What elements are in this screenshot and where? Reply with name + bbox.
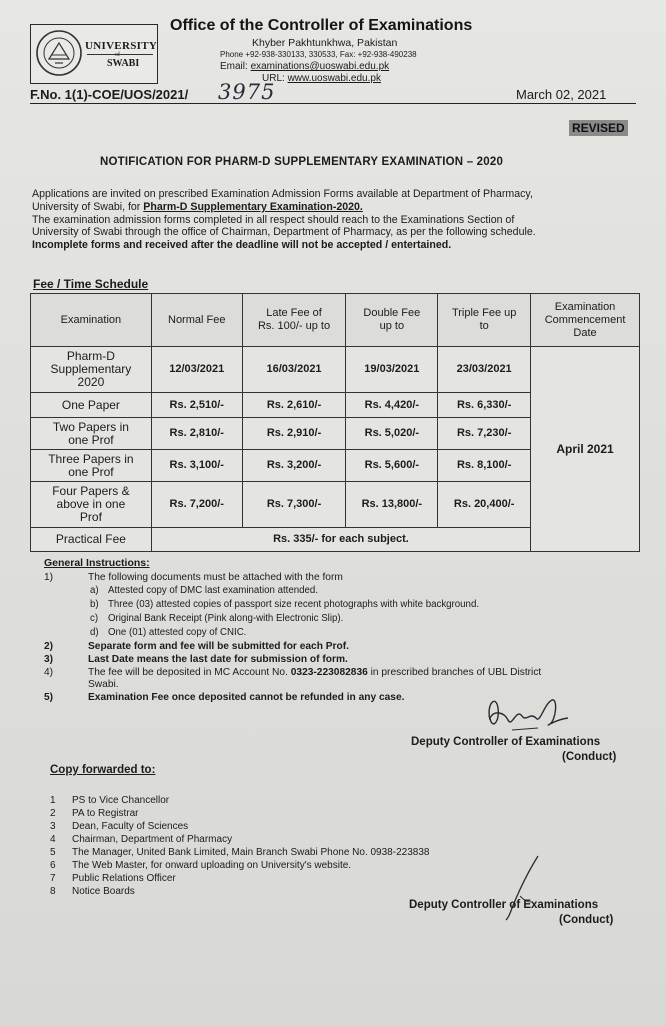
header-triple-fee: Triple Fee up to (438, 294, 531, 347)
signature-1 (482, 690, 574, 736)
revised-badge: REVISED (569, 120, 628, 136)
cell-late: Rs. 3,200/- (242, 450, 346, 482)
intro-paragraph (32, 188, 642, 252)
university-logo (30, 24, 158, 84)
list-item: The Manager, United Bank Limited, Main Branch Swabi Phone No. 0938-223838 (72, 847, 430, 858)
intro-line-1: Applications are invited on prescribed Examination Admission Forms available at Department of Pharmacy, (32, 188, 533, 200)
sub-item-key: d) (90, 627, 99, 638)
sub-item-key: c) (90, 613, 99, 624)
header-commencement-date: Examination Commencement Date (531, 294, 640, 347)
signatory-designation: Deputy Controller of Examinations (411, 736, 601, 748)
list-item: PS to Vice Chancellor (72, 795, 170, 806)
sub-item-text: Original Bank Receipt (Pink along-with Electronic Slip). (108, 613, 344, 624)
header-examination: Examination (31, 294, 152, 347)
instruction-text: Last Date means the last date for submission of form. (88, 654, 348, 665)
cell-double: Rs. 4,420/- (346, 393, 438, 418)
notification-date: March 02, 2021 (516, 87, 607, 102)
general-instructions-title: General Instructions: (44, 557, 150, 569)
website-link[interactable]: www.uoswabi.edu.pk (287, 73, 381, 84)
intro-line-5: Incomplete forms and received after the deadline will not be accepted / entertained. (32, 239, 452, 252)
header-double-fee: Double Fee up to (346, 294, 438, 347)
list-item-number: 6 (50, 860, 56, 871)
instruction-number: 1) (44, 572, 54, 583)
row-label: Two Papers in one Prof (31, 418, 152, 450)
intro-line-4: University of Swabi through the office of Chairman, Department of Pharmacy, as per the following schedule. (32, 226, 536, 239)
intro-line-3: The examination admission forms completed in all respect should reach to the Examinations Section of (32, 213, 515, 226)
cell-late: Rs. 7,300/- (242, 482, 346, 528)
cell-double: 19/03/2021 (346, 347, 438, 393)
intro-line-2 (32, 201, 642, 214)
file-number: F.No. 1(1)-COE/UOS/2021/ (30, 87, 189, 102)
cell-triple: 23/03/2021 (438, 347, 531, 393)
signatory-conduct-2: (Conduct) (559, 914, 614, 926)
notification-heading: NOTIFICATION FOR PHARM-D SUPPLEMENTARY EXAMINATION – 2020 (100, 156, 504, 168)
cell-triple: Rs. 8,100/- (438, 450, 531, 482)
list-item-number: 3 (50, 821, 56, 832)
cell-triple: Rs. 6,330/- (438, 393, 531, 418)
practical-fee-label: Practical Fee (31, 528, 152, 552)
copy-forwarded-title: Copy forwarded to: (50, 764, 156, 776)
email-prefix: Email: (220, 61, 251, 72)
list-item: The Web Master, for onward uploading on University's website. (72, 860, 352, 871)
signatory-conduct: (Conduct) (562, 751, 617, 763)
list-item: Notice Boards (72, 886, 135, 897)
signatory-designation-2: Deputy Controller of Examinations (409, 899, 599, 911)
sub-item-text: Attested copy of DMC last examination attended. (108, 585, 319, 596)
sub-item-key: a) (90, 585, 99, 596)
cell-normal: 12/03/2021 (151, 347, 242, 393)
account-number: 0323-223082836 (290, 667, 368, 678)
cell-late: Rs. 2,910/- (242, 418, 346, 450)
row-label: One Paper (31, 393, 152, 418)
list-item-number: 2 (50, 808, 56, 819)
logo-university-text: UNIVERSITY (85, 40, 158, 52)
sub-item-text: One (01) attested copy of CNIC. (108, 627, 247, 638)
schedule-title: Fee / Time Schedule (33, 277, 149, 291)
url-line (262, 73, 381, 84)
list-item: Dean, Faculty of Sciences (72, 821, 189, 832)
list-item-number: 4 (50, 834, 56, 845)
url-prefix: URL: (262, 73, 288, 84)
practical-fee-value: Rs. 335/- for each subject. (151, 528, 530, 552)
list-item: PA to Registrar (72, 808, 139, 819)
list-item-number: 5 (50, 847, 56, 858)
sub-item-text: Three (03) attested copies of passport size recent photographs with white background. (108, 599, 480, 610)
instruction-number: 2) (44, 641, 54, 652)
cell-normal: Rs. 3,100/- (151, 450, 242, 482)
province: Khyber Pakhtunkhwa, Pakistan (252, 37, 398, 49)
list-item-number: 7 (50, 873, 56, 884)
instruction-text: Separate form and fee will be submitted for each Prof. (88, 641, 349, 652)
cell-normal: Rs. 2,510/- (151, 393, 242, 418)
intro-line-2-prefix: University of Swabi, for (32, 200, 144, 213)
letterhead-divider (30, 103, 636, 104)
list-item: Public Relations Officer (72, 873, 176, 884)
logo-of-text: of (115, 52, 120, 58)
sub-item-key: b) (90, 599, 99, 610)
row-label: Pharm-D Supplementary 2020 (31, 347, 152, 393)
cell-normal: Rs. 7,200/- (151, 482, 242, 528)
instruction-text: The fee will be deposited in MC Account No. 0323-223082836 in prescribed branches of UBL District (88, 667, 542, 678)
list-item: Chairman, Department of Pharmacy (72, 834, 233, 845)
list-item-number: 1 (50, 795, 56, 806)
cell-double: Rs. 5,600/- (346, 450, 438, 482)
signature-2 (498, 852, 540, 922)
fee-schedule-table (30, 293, 640, 552)
instruction-number: 3) (44, 654, 54, 665)
university-seal-icon (35, 29, 83, 77)
email-link[interactable]: examinations@uoswabi.edu.pk (250, 61, 390, 72)
row-label: Four Papers & above in one Prof (31, 482, 152, 528)
logo-divider (87, 54, 153, 55)
table-header-row (31, 294, 640, 347)
commencement-date-cell: April 2021 (531, 347, 640, 552)
table-row (31, 347, 640, 393)
handwritten-dispatch-number: 3975 (218, 80, 276, 104)
cell-triple: Rs. 7,230/- (438, 418, 531, 450)
header-normal-fee: Normal Fee (151, 294, 242, 347)
office-title: Office of the Controller of Examinations (170, 17, 473, 34)
instruction-text: Examination Fee once deposited cannot be refunded in any case. (88, 692, 405, 703)
cell-double: Rs. 13,800/- (346, 482, 438, 528)
row-label: Three Papers in one Prof (31, 450, 152, 482)
logo-swabi-text: SWABI (107, 58, 140, 69)
instruction-text: The following documents must be attached with the form (88, 572, 343, 583)
header-late-fee: Late Fee of Rs. 100/- up to (242, 294, 346, 347)
cell-late: 16/03/2021 (242, 347, 346, 393)
email-line (220, 61, 389, 72)
phone-fax: Phone +92-938-330133, 330533, Fax: +92-938-490238 (220, 50, 417, 59)
cell-double: Rs. 5,020/- (346, 418, 438, 450)
instruction-number: 4) (44, 667, 54, 678)
cell-late: Rs. 2,610/- (242, 393, 346, 418)
cell-normal: Rs. 2,810/- (151, 418, 242, 450)
exam-name: Pharm-D Supplementary Examination-2020. (143, 200, 363, 213)
cell-triple: Rs. 20,400/- (438, 482, 531, 528)
instruction-text-cont: Swabi. (88, 679, 119, 690)
instruction-number: 5) (44, 692, 54, 703)
list-item-number: 8 (50, 886, 56, 897)
